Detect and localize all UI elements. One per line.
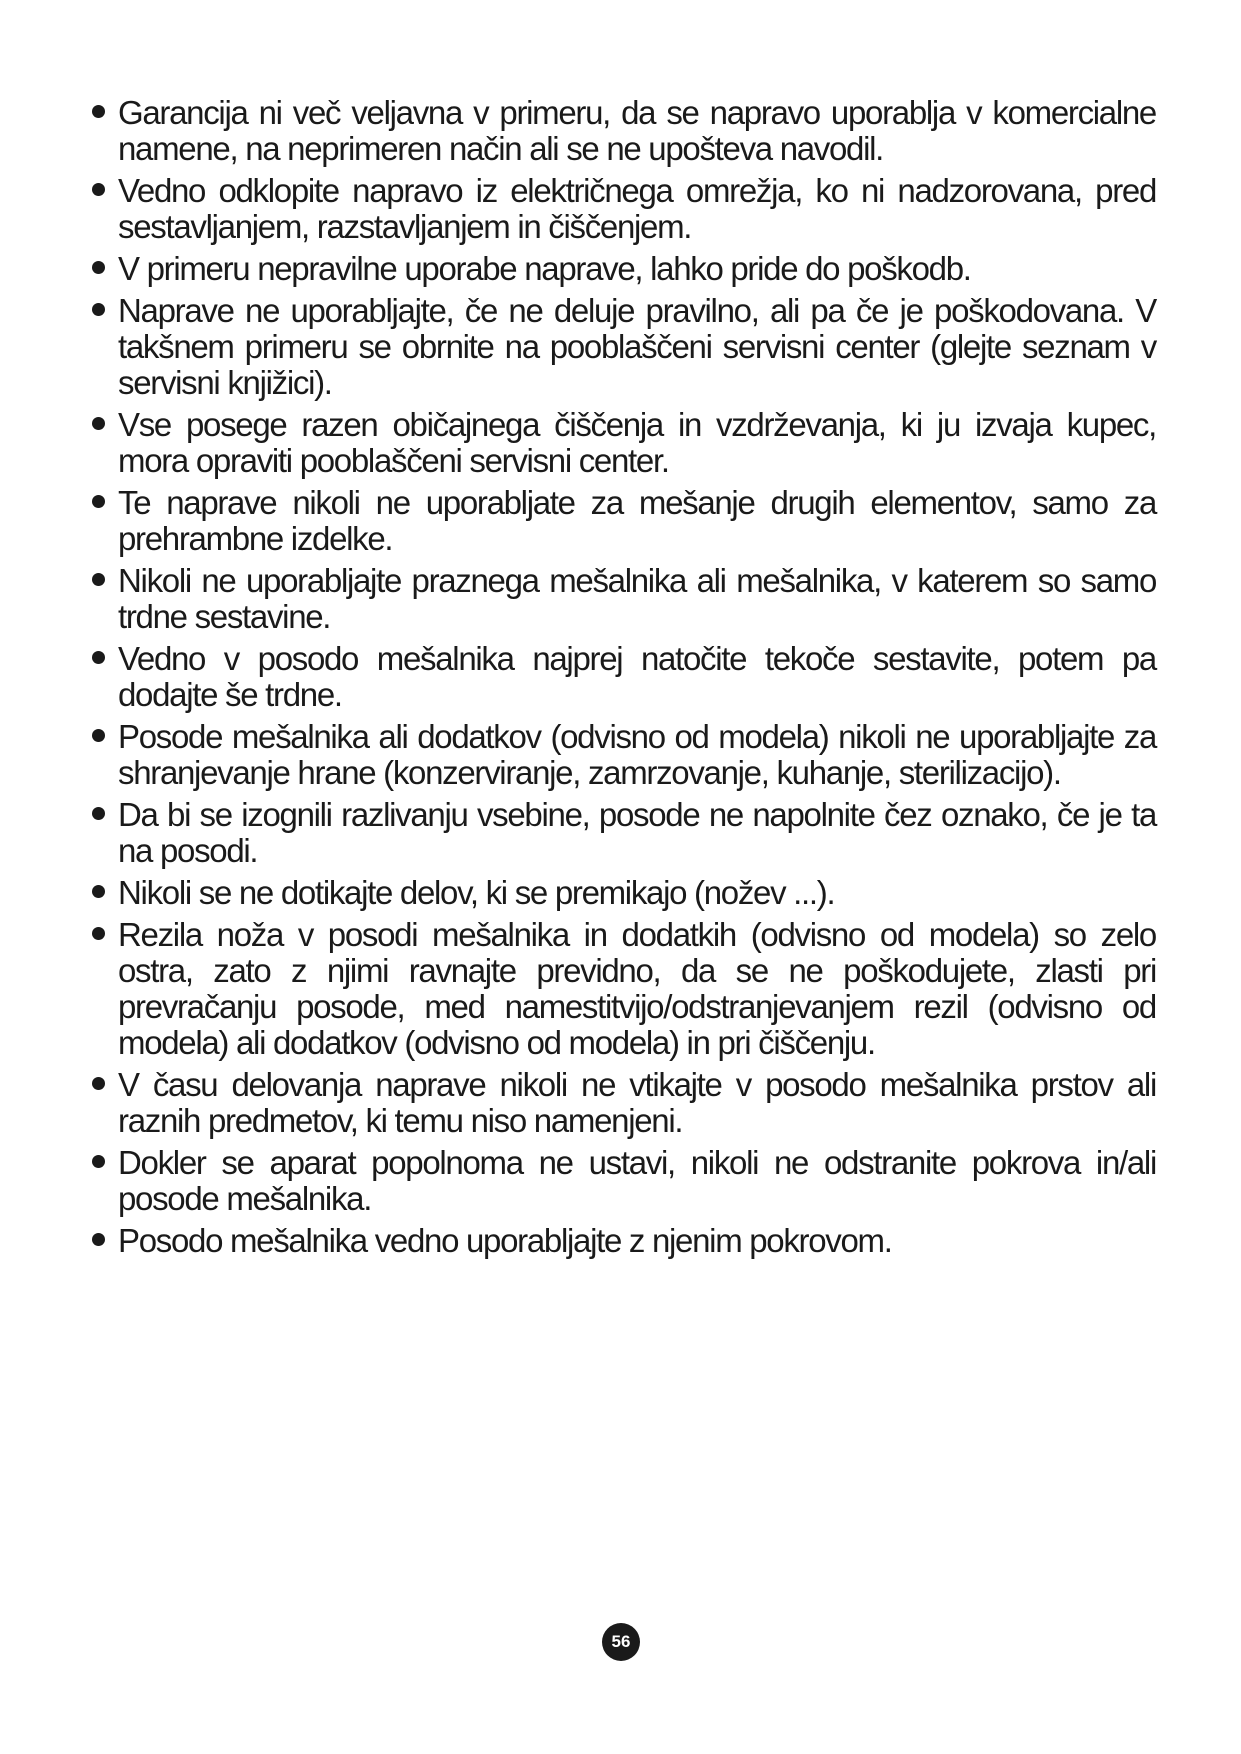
list-item-text: Dokler se aparat popolnoma ne ustavi, nikoli ne odstranite pokrova in/ali posode mešalnika. — [118, 1144, 1156, 1217]
list-item-text: Vse posege razen običajnega čiščenja in vzdrževanja, ki ju izvaja kupec, mora opraviti pooblaščeni servisni center. — [118, 406, 1156, 479]
list-item — [90, 1067, 1156, 1139]
page-number-badge: 56 — [602, 1623, 640, 1661]
bullet-icon — [92, 303, 105, 316]
list-item — [90, 1145, 1156, 1217]
bullet-icon — [92, 1077, 105, 1090]
bullet-icon — [92, 495, 105, 508]
list-item — [90, 1223, 1156, 1259]
list-item — [90, 563, 1156, 635]
bullet-icon — [92, 927, 105, 940]
bullet-icon — [92, 417, 105, 430]
bullet-icon — [92, 807, 105, 820]
list-item-text: Garancija ni več veljavna v primeru, da se napravo uporablja v komercialne namene, na neprimeren način ali se ne upošteva navodil. — [118, 94, 1156, 167]
list-item-text: Vedno odklopite napravo iz električnega omrežja, ko ni nadzorovana, pred sestavljanjem, razstavljanjem in čiščenjem. — [118, 172, 1156, 245]
list-item-text: Posodo mešalnika vedno uporabljajte z njenim pokrovom. — [118, 1222, 892, 1259]
bullet-icon — [92, 651, 105, 664]
list-item-text: Da bi se izognili razlivanju vsebine, posode ne napolnite čez oznako, če je ta na posodi. — [118, 796, 1156, 869]
safety-instructions-list — [90, 95, 1156, 1265]
bullet-icon — [92, 1233, 105, 1246]
list-item-text: Naprave ne uporabljajte, če ne deluje pravilno, ali pa če je poškodovana. V takšnem primeru se obrnite na pooblaščeni servisni center (glejte seznam v servisni knjižici). — [118, 292, 1156, 401]
list-item — [90, 875, 1156, 911]
bullet-icon — [92, 729, 105, 742]
list-item — [90, 407, 1156, 479]
list-item-text: Vedno v posodo mešalnika najprej natočite tekoče sestavite, potem pa dodajte še trdne. — [118, 640, 1156, 713]
list-item — [90, 641, 1156, 713]
bullet-icon — [92, 1155, 105, 1168]
list-item — [90, 293, 1156, 401]
list-item-text: Posode mešalnika ali dodatkov (odvisno od modela) nikoli ne uporabljajte za shranjevanje hrane (konzerviranje, zamrzovanje, kuhanje, sterilizacijo). — [118, 718, 1156, 791]
list-item-text: V primeru nepravilne uporabe naprave, lahko pride do poškodb. — [118, 250, 971, 287]
bullet-icon — [92, 183, 105, 196]
list-item-text: Nikoli se ne dotikajte delov, ki se premikajo (nožev ...). — [118, 874, 835, 911]
bullet-icon — [92, 885, 105, 898]
bullet-icon — [92, 105, 105, 118]
list-item — [90, 485, 1156, 557]
bullet-icon — [92, 261, 105, 274]
list-item-text: V času delovanja naprave nikoli ne vtikajte v posodo mešalnika prstov ali raznih predmetov, ki temu niso namenjeni. — [118, 1066, 1156, 1139]
bullet-icon — [92, 573, 105, 586]
list-item-text: Te naprave nikoli ne uporabljate za mešanje drugih elementov, samo za prehrambne izdelke. — [118, 484, 1156, 557]
list-item — [90, 95, 1156, 167]
list-item — [90, 797, 1156, 869]
list-item — [90, 719, 1156, 791]
list-item — [90, 251, 1156, 287]
list-item-text: Nikoli ne uporabljajte praznega mešalnika ali mešalnika, v katerem so samo trdne sestavine. — [118, 562, 1156, 635]
list-item — [90, 917, 1156, 1061]
list-item — [90, 173, 1156, 245]
list-item-text: Rezila noža v posodi mešalnika in dodatkih (odvisno od modela) so zelo ostra, zato z njimi ravnajte previdno, da se ne poškodujete, zlasti pri prevračanju posode, med namestitvijo/odstranjevanjem rezil (odvisno od modela) ali dodatkov (odvisno od modela) in pri čiščenju. — [118, 916, 1156, 1061]
